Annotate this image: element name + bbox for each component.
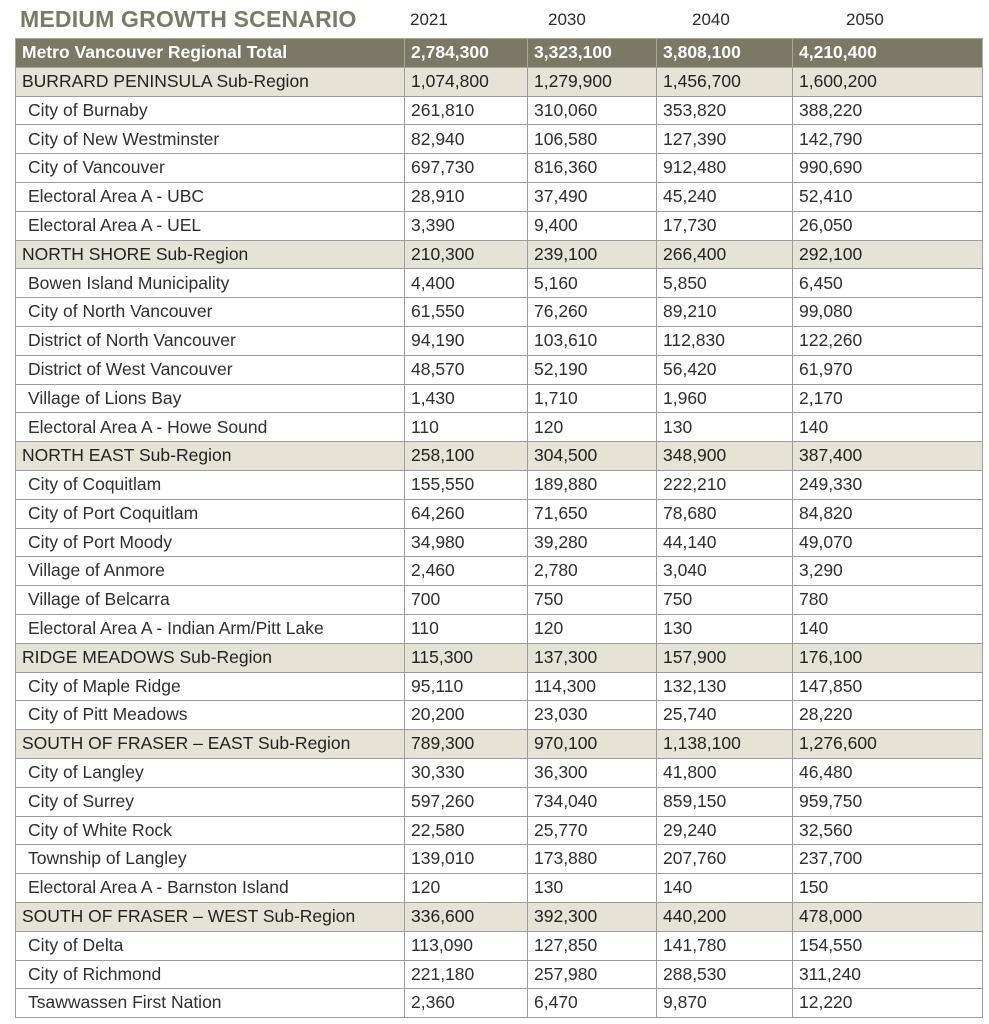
value-2030: 6,470	[528, 989, 657, 1018]
value-2030: 127,850	[528, 931, 657, 960]
value-2021: 697,730	[405, 154, 528, 183]
value-2040: 17,730	[657, 211, 793, 240]
value-2050: 990,690	[793, 154, 983, 183]
row-label: City of Vancouver	[16, 154, 405, 183]
municipality-row	[16, 528, 983, 557]
value-2050: 140	[793, 614, 983, 643]
value-2050: 388,220	[793, 96, 983, 125]
row-label: BURRARD PENINSULA Sub-Region	[16, 67, 405, 96]
value-2030: 106,580	[528, 125, 657, 154]
value-2021: 700	[405, 586, 528, 615]
value-2030: 9,400	[528, 211, 657, 240]
value-2021: 120	[405, 874, 528, 903]
municipality-row	[16, 586, 983, 615]
value-2040: 3,808,100	[657, 39, 793, 68]
municipality-row	[16, 816, 983, 845]
value-2040: 1,456,700	[657, 67, 793, 96]
row-label: Electoral Area A - UEL	[16, 211, 405, 240]
value-2021: 95,110	[405, 672, 528, 701]
value-2040: 41,800	[657, 758, 793, 787]
subregion-row	[16, 730, 983, 759]
value-2050: 959,750	[793, 787, 983, 816]
value-2050: 52,410	[793, 182, 983, 211]
value-2021: 261,810	[405, 96, 528, 125]
value-2050: 6,450	[793, 269, 983, 298]
value-2050: 478,000	[793, 902, 983, 931]
value-2050: 122,260	[793, 326, 983, 355]
value-2040: 141,780	[657, 931, 793, 960]
row-label: City of Port Coquitlam	[16, 499, 405, 528]
value-2030: 1,279,900	[528, 67, 657, 96]
value-2040: 440,200	[657, 902, 793, 931]
row-label: RIDGE MEADOWS Sub-Region	[16, 643, 405, 672]
row-label: NORTH SHORE Sub-Region	[16, 240, 405, 269]
municipality-row	[16, 125, 983, 154]
value-2021: 221,180	[405, 960, 528, 989]
municipality-row	[16, 874, 983, 903]
municipality-row	[16, 413, 983, 442]
value-2021: 4,400	[405, 269, 528, 298]
subregion-row	[16, 442, 983, 471]
value-2021: 2,460	[405, 557, 528, 586]
municipality-row	[16, 182, 983, 211]
value-2030: 310,060	[528, 96, 657, 125]
column-header-2021: 2021	[410, 10, 448, 29]
value-2040: 912,480	[657, 154, 793, 183]
row-label: City of Pitt Meadows	[16, 701, 405, 730]
value-2050: 26,050	[793, 211, 983, 240]
row-label: City of Langley	[16, 758, 405, 787]
row-label: Electoral Area A - Indian Arm/Pitt Lake	[16, 614, 405, 643]
value-2030: 130	[528, 874, 657, 903]
value-2030: 39,280	[528, 528, 657, 557]
value-2050: 147,850	[793, 672, 983, 701]
row-label: City of Coquitlam	[16, 470, 405, 499]
value-2050: 84,820	[793, 499, 983, 528]
row-label: SOUTH OF FRASER – EAST Sub-Region	[16, 730, 405, 759]
subregion-row	[16, 643, 983, 672]
value-2030: 970,100	[528, 730, 657, 759]
row-label: Township of Langley	[16, 845, 405, 874]
municipality-row	[16, 989, 983, 1018]
municipality-row	[16, 154, 983, 183]
value-2040: 29,240	[657, 816, 793, 845]
value-2040: 132,130	[657, 672, 793, 701]
value-2040: 127,390	[657, 125, 793, 154]
municipality-row	[16, 298, 983, 327]
row-label: Village of Anmore	[16, 557, 405, 586]
row-label: Village of Belcarra	[16, 586, 405, 615]
municipality-row	[16, 211, 983, 240]
value-2030: 71,650	[528, 499, 657, 528]
value-2040: 207,760	[657, 845, 793, 874]
municipality-row	[16, 470, 983, 499]
value-2030: 25,770	[528, 816, 657, 845]
row-label: Metro Vancouver Regional Total	[16, 39, 405, 68]
value-2050: 387,400	[793, 442, 983, 471]
value-2030: 137,300	[528, 643, 657, 672]
municipality-row	[16, 758, 983, 787]
value-2050: 140	[793, 413, 983, 442]
value-2021: 22,580	[405, 816, 528, 845]
value-2050: 142,790	[793, 125, 983, 154]
row-label: City of North Vancouver	[16, 298, 405, 327]
value-2021: 3,390	[405, 211, 528, 240]
municipality-row	[16, 269, 983, 298]
value-2021: 789,300	[405, 730, 528, 759]
value-2050: 154,550	[793, 931, 983, 960]
row-label: District of West Vancouver	[16, 355, 405, 384]
value-2021: 210,300	[405, 240, 528, 269]
value-2021: 2,360	[405, 989, 528, 1018]
row-label: Tsawwassen First Nation	[16, 989, 405, 1018]
value-2021: 94,190	[405, 326, 528, 355]
value-2021: 110	[405, 614, 528, 643]
value-2050: 46,480	[793, 758, 983, 787]
value-2040: 45,240	[657, 182, 793, 211]
value-2030: 750	[528, 586, 657, 615]
municipality-row	[16, 557, 983, 586]
value-2021: 258,100	[405, 442, 528, 471]
row-label: Electoral Area A - Barnston Island	[16, 874, 405, 903]
value-2050: 61,970	[793, 355, 983, 384]
subregion-row	[16, 67, 983, 96]
value-2050: 49,070	[793, 528, 983, 557]
value-2021: 115,300	[405, 643, 528, 672]
value-2050: 28,220	[793, 701, 983, 730]
value-2030: 120	[528, 413, 657, 442]
value-2050: 99,080	[793, 298, 983, 327]
value-2030: 23,030	[528, 701, 657, 730]
value-2050: 150	[793, 874, 983, 903]
table-title: MEDIUM GROWTH SCENARIO	[20, 6, 357, 32]
column-header-2030: 2030	[548, 10, 586, 29]
value-2050: 292,100	[793, 240, 983, 269]
value-2040: 288,530	[657, 960, 793, 989]
municipality-row	[16, 701, 983, 730]
value-2021: 61,550	[405, 298, 528, 327]
value-2050: 780	[793, 586, 983, 615]
value-2040: 25,740	[657, 701, 793, 730]
value-2040: 9,870	[657, 989, 793, 1018]
value-2040: 89,210	[657, 298, 793, 327]
value-2040: 112,830	[657, 326, 793, 355]
regional-total-row	[16, 39, 983, 68]
column-header-2050: 2050	[846, 10, 884, 29]
value-2050: 249,330	[793, 470, 983, 499]
municipality-row	[16, 845, 983, 874]
value-2021: 139,010	[405, 845, 528, 874]
value-2050: 311,240	[793, 960, 983, 989]
value-2050: 2,170	[793, 384, 983, 413]
value-2021: 1,430	[405, 384, 528, 413]
value-2021: 1,074,800	[405, 67, 528, 96]
value-2030: 734,040	[528, 787, 657, 816]
municipality-row	[16, 960, 983, 989]
value-2030: 304,500	[528, 442, 657, 471]
value-2021: 336,600	[405, 902, 528, 931]
row-label: City of Port Moody	[16, 528, 405, 557]
value-2030: 257,980	[528, 960, 657, 989]
value-2050: 3,290	[793, 557, 983, 586]
value-2050: 12,220	[793, 989, 983, 1018]
value-2040: 5,850	[657, 269, 793, 298]
value-2040: 44,140	[657, 528, 793, 557]
value-2030: 1,710	[528, 384, 657, 413]
subregion-row	[16, 902, 983, 931]
value-2040: 78,680	[657, 499, 793, 528]
value-2030: 76,260	[528, 298, 657, 327]
value-2040: 56,420	[657, 355, 793, 384]
value-2030: 120	[528, 614, 657, 643]
row-label: City of Burnaby	[16, 96, 405, 125]
row-label: City of White Rock	[16, 816, 405, 845]
value-2021: 28,910	[405, 182, 528, 211]
municipality-row	[16, 931, 983, 960]
table-title-row	[0, 0, 989, 38]
value-2050: 32,560	[793, 816, 983, 845]
row-label: City of New Westminster	[16, 125, 405, 154]
value-2021: 155,550	[405, 470, 528, 499]
value-2040: 1,138,100	[657, 730, 793, 759]
value-2040: 130	[657, 614, 793, 643]
municipality-row	[16, 672, 983, 701]
municipality-row	[16, 499, 983, 528]
value-2030: 5,160	[528, 269, 657, 298]
value-2021: 20,200	[405, 701, 528, 730]
value-2030: 103,610	[528, 326, 657, 355]
subregion-row	[16, 240, 983, 269]
value-2021: 30,330	[405, 758, 528, 787]
value-2030: 173,880	[528, 845, 657, 874]
value-2040: 859,150	[657, 787, 793, 816]
value-2050: 237,700	[793, 845, 983, 874]
value-2050: 4,210,400	[793, 39, 983, 68]
value-2030: 392,300	[528, 902, 657, 931]
value-2030: 2,780	[528, 557, 657, 586]
value-2030: 114,300	[528, 672, 657, 701]
municipality-row	[16, 326, 983, 355]
row-label: City of Delta	[16, 931, 405, 960]
row-label: City of Richmond	[16, 960, 405, 989]
value-2030: 816,360	[528, 154, 657, 183]
value-2040: 3,040	[657, 557, 793, 586]
value-2040: 130	[657, 413, 793, 442]
value-2030: 189,880	[528, 470, 657, 499]
row-label: SOUTH OF FRASER – WEST Sub-Region	[16, 902, 405, 931]
value-2040: 222,210	[657, 470, 793, 499]
value-2040: 157,900	[657, 643, 793, 672]
value-2040: 750	[657, 586, 793, 615]
municipality-row	[16, 614, 983, 643]
row-label: City of Surrey	[16, 787, 405, 816]
value-2050: 176,100	[793, 643, 983, 672]
value-2040: 140	[657, 874, 793, 903]
value-2040: 266,400	[657, 240, 793, 269]
municipality-row	[16, 96, 983, 125]
value-2030: 239,100	[528, 240, 657, 269]
municipality-row	[16, 787, 983, 816]
value-2021: 48,570	[405, 355, 528, 384]
value-2021: 597,260	[405, 787, 528, 816]
row-label: Village of Lions Bay	[16, 384, 405, 413]
row-label: Electoral Area A - Howe Sound	[16, 413, 405, 442]
value-2021: 64,260	[405, 499, 528, 528]
row-label: City of Maple Ridge	[16, 672, 405, 701]
municipality-row	[16, 384, 983, 413]
value-2021: 82,940	[405, 125, 528, 154]
column-header-2040: 2040	[692, 10, 730, 29]
value-2021: 2,784,300	[405, 39, 528, 68]
value-2050: 1,276,600	[793, 730, 983, 759]
value-2030: 37,490	[528, 182, 657, 211]
row-label: District of North Vancouver	[16, 326, 405, 355]
value-2030: 3,323,100	[528, 39, 657, 68]
row-label: Electoral Area A - UBC	[16, 182, 405, 211]
population-projection-table	[15, 38, 983, 1018]
value-2050: 1,600,200	[793, 67, 983, 96]
row-label: Bowen Island Municipality	[16, 269, 405, 298]
row-label: NORTH EAST Sub-Region	[16, 442, 405, 471]
value-2021: 113,090	[405, 931, 528, 960]
table-body	[16, 39, 983, 1018]
value-2030: 52,190	[528, 355, 657, 384]
value-2040: 353,820	[657, 96, 793, 125]
value-2021: 34,980	[405, 528, 528, 557]
value-2021: 110	[405, 413, 528, 442]
municipality-row	[16, 355, 983, 384]
value-2040: 348,900	[657, 442, 793, 471]
value-2030: 36,300	[528, 758, 657, 787]
value-2040: 1,960	[657, 384, 793, 413]
